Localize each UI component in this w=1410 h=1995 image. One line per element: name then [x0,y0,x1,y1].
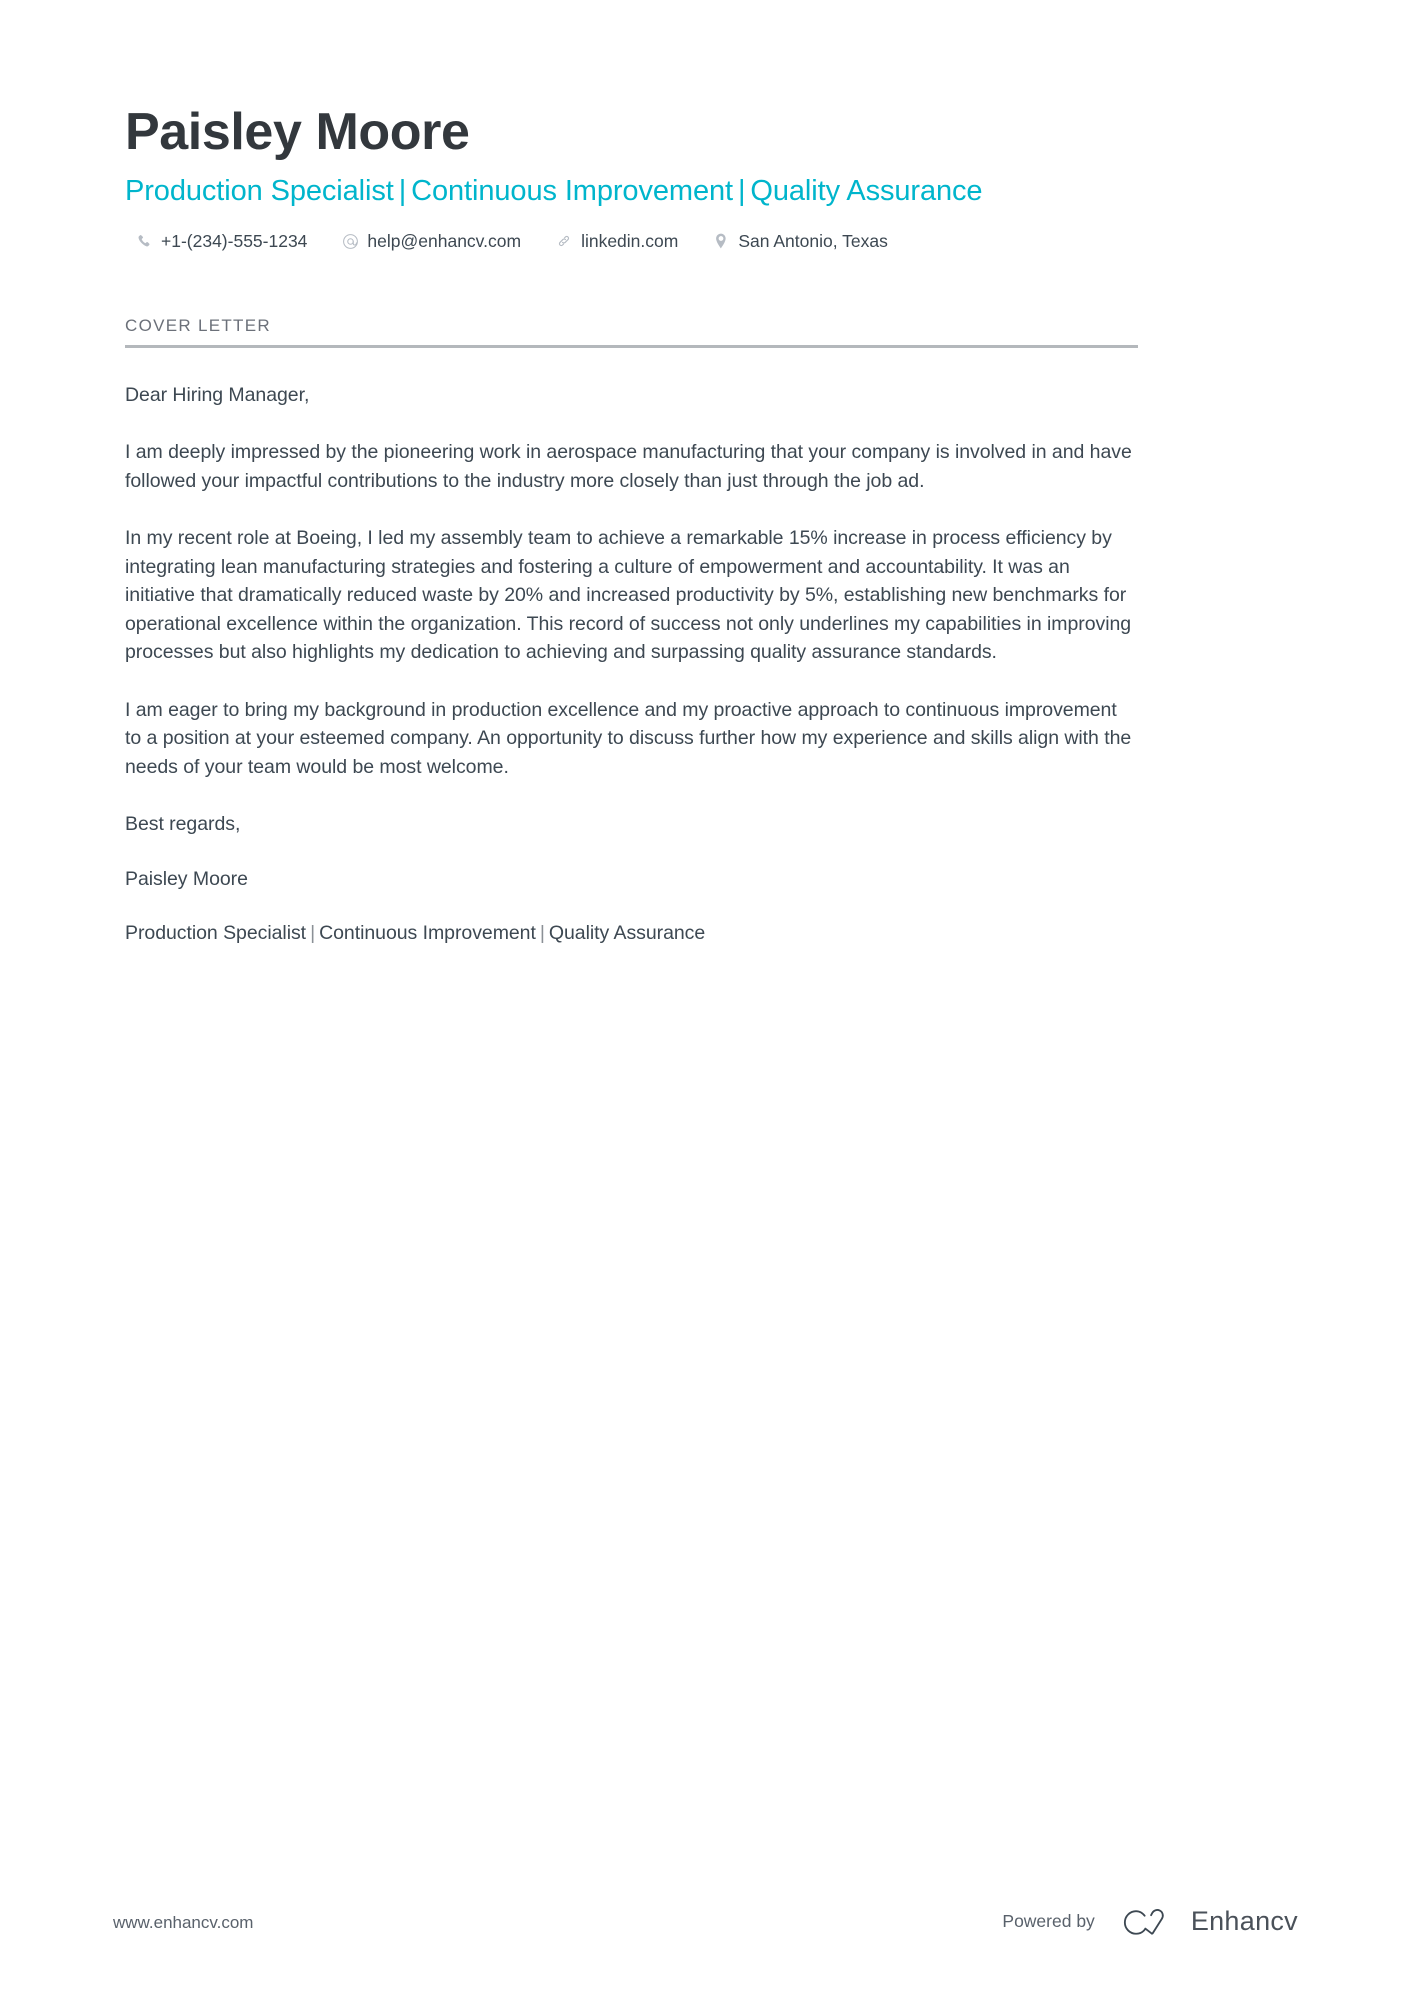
headline-part-3: Quality Assurance [750,175,983,208]
contact-item-phone [135,231,307,252]
signature-title-part-2: Continuous Improvement [319,922,536,945]
email-icon [341,232,359,250]
signature-separator-2: | [539,922,545,945]
contact-value-email: help@enhancv.com [367,230,522,251]
contact-value-phone: +1-(234)-555-1234 [161,230,308,251]
signature-name: Paisley Moore [125,867,248,890]
link-icon [555,232,573,250]
enhancv-wordmark: Enhancv [1190,1906,1298,1936]
contact-item-email [341,231,521,252]
headline-separator-2: | [737,175,746,208]
signature-title-part-1: Production Specialist [125,922,307,945]
headline-part-2: Continuous Improvement [411,175,733,208]
signature-title-part-3: Quality Assurance [548,922,706,945]
letter-closing: Best regards, [125,813,241,836]
letter-paragraph-1: I am deeply impressed by the pioneering work in aerospace manufacturing that your company is involved in and have followed your impactful contributions to the industry more closely than just through the job ad. [125,441,1132,492]
enhancv-logo [1121,1906,1298,1937]
footer-branding [1002,1906,1298,1937]
cover-letter-section [125,316,1285,948]
contact-row [125,231,1285,252]
letter-salutation: Dear Hiring Manager, [125,383,310,406]
professional-headline [125,174,1285,209]
letter-paragraph-2: In my recent role at Boeing, I led my assembly team to achieve a remarkable 15% increase in process efficiency by integrating lean manufacturing strategies and fostering a culture of empowerment and accountability. It was an initiative that dramatically reduced waste by 20% and increased productivity by 5%, establishing new benchmarks for operational excellence within the organization. This record of success not only underlines my capabilities in improving processes but also highlights my dedication to achieving and surpassing quality assurance standards. [125,527,1132,664]
letter-body [125,381,1137,948]
headline-part-1: Production Specialist [125,175,394,208]
location-pin-icon [712,232,730,250]
contact-value-link: linkedin.com [581,230,679,251]
signature-title [125,919,1137,947]
powered-by-label: Powered by [1002,1911,1095,1931]
headline-separator-1: | [398,175,407,208]
contact-item-location [712,231,888,252]
page-footer [0,1845,1410,1995]
document-header [125,0,1285,209]
page-title: Paisley Moore [125,103,470,161]
footer-website-url[interactable]: www.enhancv.com [113,1913,254,1932]
signature-separator-1: | [310,922,316,945]
contact-value-location: San Antonio, Texas [738,230,888,251]
section-divider [125,345,1138,348]
phone-icon [135,232,153,250]
section-heading: COVER LETTER [125,315,271,335]
contact-item-link [555,231,678,252]
enhancv-mark-icon [1121,1907,1175,1937]
letter-paragraph-3: I am eager to bring my background in production excellence and my proactive approach to continuous improvement to a position at your esteemed company. An opportunity to discuss further how my experience and skills align with the needs of your team would be most welcome. [125,698,1132,778]
document-content [125,0,1285,948]
